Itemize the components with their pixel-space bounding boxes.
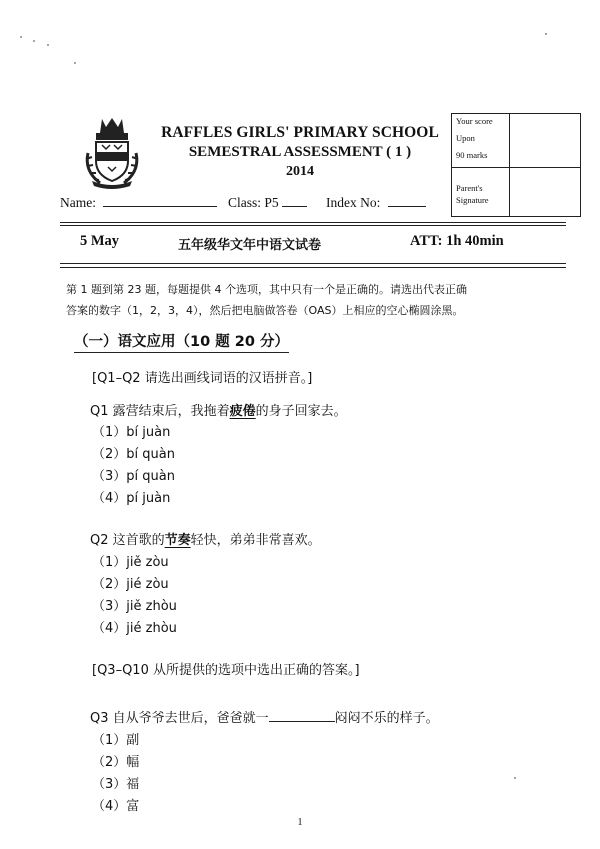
q3-option-1[interactable]: （1）副 — [92, 733, 140, 748]
q2-text-after: 轻快，弟弟非常喜欢。 — [190, 533, 321, 548]
index-field[interactable] — [326, 194, 426, 211]
q1-text-after: 的身子回家去。 — [255, 404, 347, 419]
q1-option-3[interactable]: （3）pí quàn — [92, 469, 175, 484]
exam-date: 5 May — [80, 233, 120, 249]
class-label: Class: P5 — [228, 195, 279, 210]
q1-option-4[interactable]: （4）pí juàn — [92, 491, 171, 506]
q3-text-before: Q3 自从爷爷去世后，爸爸就一 — [90, 711, 269, 726]
class-field[interactable] — [228, 194, 307, 211]
q2-underlined-word: 节奏 — [164, 533, 191, 548]
question-3 — [90, 707, 439, 726]
score-label-line1: Your score — [456, 116, 493, 126]
class-blank[interactable] — [282, 194, 307, 207]
paper-title: 五年级华文年中语文试卷 — [178, 238, 322, 253]
scan-speck — [74, 62, 76, 64]
q3-text-after: 闷闷不乐的样子。 — [334, 711, 439, 726]
q2-text-before: Q2 这首歌的 — [90, 533, 165, 548]
score-label-line3: 90 marks — [456, 150, 488, 160]
band-bottom-rule-2 — [60, 267, 566, 268]
scan-speck — [47, 44, 49, 46]
name-field[interactable] — [60, 194, 217, 211]
index-label: Index No: — [326, 195, 381, 210]
q3-answer-blank[interactable] — [269, 709, 335, 722]
question-1 — [90, 400, 347, 419]
index-blank[interactable] — [388, 194, 426, 207]
q1-option-2[interactable]: （2）bí quàn — [92, 447, 175, 462]
scan-speck — [514, 777, 516, 779]
scan-speck — [33, 40, 35, 42]
instructions-line1: 第 1 题到第 23 题，每题提供 4 个选项，其中只有一个是正确的。请选出代表正确 — [66, 283, 467, 296]
q2-option-4[interactable]: （4）jié zhòu — [92, 621, 177, 636]
q3-option-3[interactable]: （3）福 — [92, 777, 140, 792]
instructions-line2: 答案的数字（1，2，3，4），然后把电脑做答卷（OAS）上相应的空心椭圆涂黑。 — [66, 304, 464, 317]
assessment-title: SEMESTRAL ASSESSMENT ( 1 ) — [188, 144, 412, 160]
page-number: 1 — [297, 817, 303, 828]
name-blank[interactable] — [103, 194, 217, 207]
school-heading — [150, 124, 450, 180]
scan-speck — [20, 36, 22, 38]
q2-option-3[interactable]: （3）jiě zhòu — [92, 599, 177, 614]
parent-label-line1: Parent's — [456, 183, 483, 193]
time-allowed: ATT: 1h 40min — [410, 233, 504, 249]
assessment-year: 2014 — [286, 164, 314, 179]
instructions — [66, 279, 566, 321]
section-title: （一）语文应用（10 题 20 分） — [74, 330, 289, 353]
q1-option-1[interactable]: （1）bí juàn — [92, 425, 171, 440]
block1-instruction: [Q1–Q2 请选出画线词语的汉语拼音。] — [92, 371, 313, 386]
name-label: Name: — [60, 195, 96, 210]
q1-underlined-word: 疲倦 — [229, 404, 256, 419]
q3-option-2[interactable]: （2）幅 — [92, 755, 140, 770]
question-2 — [90, 529, 321, 548]
q2-option-2[interactable]: （2）jié zòu — [92, 577, 169, 592]
q3-option-4[interactable]: （4）富 — [92, 799, 140, 814]
school-name: RAFFLES GIRLS' PRIMARY SCHOOL — [161, 124, 439, 141]
q2-option-1[interactable]: （1）jiě zòu — [92, 555, 169, 570]
band-top-rule-2 — [60, 225, 566, 226]
parent-label-line2: Signature — [456, 195, 489, 205]
scan-speck — [545, 33, 547, 35]
band-bottom-rule — [60, 263, 566, 264]
q1-text-before: Q1 露营结束后，我拖着 — [90, 404, 230, 419]
score-box — [451, 113, 581, 217]
school-crest-logo — [80, 115, 144, 189]
score-label-line2: Upon — [456, 133, 475, 143]
band-top-rule — [60, 222, 566, 223]
block2-instruction: [Q3–Q10 从所提供的选项中选出正确的答案。] — [92, 663, 360, 678]
